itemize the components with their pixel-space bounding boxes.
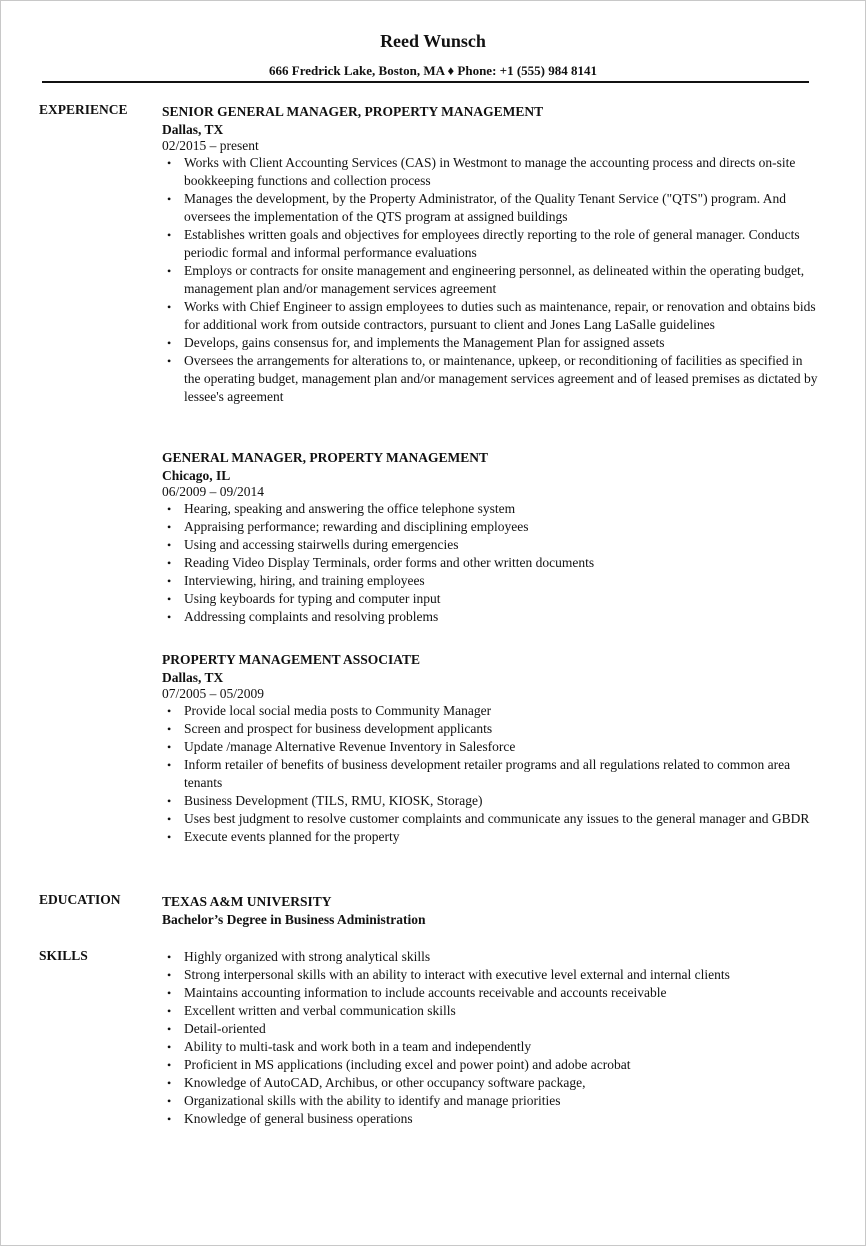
list-item: • Highly organized with strong analytical skills (167, 949, 431, 964)
list-item: • Update /manage Alternative Revenue Inventory in Salesforce (167, 739, 516, 754)
list-item: • Inform retailer of benefits of business development retailer programs and all regulations related to common area tenants (167, 757, 791, 790)
list-item: • Maintains accounting information to include accounts receivable and accounts receivable (167, 985, 667, 1000)
education-heading: EDUCATION (39, 892, 121, 907)
bullet-icon: • (167, 830, 172, 844)
bullet-icon: • (167, 556, 172, 570)
list-item: • Oversees the arrangements for alterations to, or maintenance, upkeep, or reconditioning of facilities as specified in the operating budget, management plan and/or management services agreement and of leased premises as dictated by lessee's agreement (167, 353, 818, 404)
job-location: Dallas, TX (162, 670, 224, 685)
bullet-icon: • (167, 1076, 172, 1090)
list-item: • Employs or contracts for onsite management and engineering personnel, as delineated within the operating budget, management plan and/or management services agreement (167, 263, 805, 296)
bullet-icon: • (167, 740, 172, 754)
skills-entry (162, 948, 822, 1128)
bullet-icon: • (167, 704, 172, 718)
list-item: • Reading Video Display Terminals, order forms and other written documents (167, 555, 595, 570)
job-entry (162, 651, 822, 846)
bullet-icon: • (167, 574, 172, 588)
list-item: • Execute events planned for the property (167, 829, 400, 844)
education-entry (162, 893, 822, 928)
bullet-icon: • (167, 354, 172, 368)
list-item: • Ability to multi-task and work both in a team and independently (167, 1039, 532, 1054)
bullet-icon: • (167, 758, 172, 772)
list-item: • Manages the development, by the Property Administrator, of the Quality Tenant Service ("QTS") program. And oversees the implementation of the QTS program at assigned buildings (167, 191, 787, 224)
candidate-name: Reed Wunsch (380, 31, 486, 51)
list-item: • Hearing, speaking and answering the office telephone system (167, 501, 516, 516)
bullet-icon: • (167, 520, 172, 534)
bullet-icon: • (167, 794, 172, 808)
list-item: • Establishes written goals and objectives for employees directly reporting to the role of general manager. Conducts periodic formal and informal performance evaluations (167, 227, 800, 260)
header-divider (42, 81, 809, 83)
list-item: • Detail-oriented (167, 1021, 266, 1036)
school-name: TEXAS A&M UNIVERSITY (162, 894, 332, 909)
list-item: • Excellent written and verbal communication skills (167, 1003, 456, 1018)
bullet-icon: • (167, 986, 172, 1000)
skills-list (162, 948, 822, 1128)
job-title: GENERAL MANAGER, PROPERTY MANAGEMENT (162, 450, 489, 465)
list-item: • Knowledge of general business operations (167, 1111, 413, 1126)
list-item: • Works with Client Accounting Services (CAS) in Westmont to manage the accounting process and directs on-site bookkeeping functions and collection process (167, 155, 796, 188)
job-entry (162, 103, 822, 406)
bullet-icon: • (167, 538, 172, 552)
bullet-icon: • (167, 812, 172, 826)
bullet-icon: • (167, 950, 172, 964)
list-item: • Provide local social media posts to Community Manager (167, 703, 492, 718)
list-item: • Knowledge of AutoCAD, Archibus, or other occupancy software package, (167, 1075, 586, 1090)
bullet-icon: • (167, 722, 172, 736)
list-item: • Appraising performance; rewarding and disciplining employees (167, 519, 529, 534)
degree: Bachelor’s Degree in Business Administration (162, 912, 426, 927)
list-item: • Using and accessing stairwells during emergencies (167, 537, 459, 552)
bullet-icon: • (167, 968, 172, 982)
job-entry (162, 449, 822, 626)
list-item: • Works with Chief Engineer to assign employees to duties such as maintenance, repair, or renovation and obtains bids for additional work from outside contractors, pursuant to client and Jones Lang LaSalle guidelines (167, 299, 816, 332)
list-item: • Using keyboards for typing and computer input (167, 591, 441, 606)
job-title: SENIOR GENERAL MANAGER, PROPERTY MANAGEMENT (162, 104, 544, 119)
bullet-icon: • (167, 1112, 172, 1126)
job-dates: 07/2005 – 05/2009 (162, 686, 265, 701)
job-title: PROPERTY MANAGEMENT ASSOCIATE (162, 652, 421, 667)
bullet-icon: • (167, 592, 172, 606)
bullet-icon: • (167, 610, 172, 624)
bullet-icon: • (167, 1004, 172, 1018)
bullet-icon: • (167, 1022, 172, 1036)
skills-heading: SKILLS (39, 948, 88, 963)
job-location: Chicago, IL (162, 468, 231, 483)
list-item: • Uses best judgment to resolve customer complaints and communicate any issues to the general manager and GBDR (167, 811, 810, 826)
job-duties-list (162, 500, 822, 626)
contact-line: 666 Fredrick Lake, Boston, MA ♦ Phone: +1 (555) 984 8141 (269, 63, 597, 78)
list-item: • Screen and prospect for business development applicants (167, 721, 493, 736)
bullet-icon: • (167, 156, 172, 170)
bullet-icon: • (167, 502, 172, 516)
list-item: • Interviewing, hiring, and training employees (167, 573, 425, 588)
list-item: • Business Development (TILS, RMU, KIOSK, Storage) (167, 793, 483, 808)
job-location: Dallas, TX (162, 122, 224, 137)
job-dates: 02/2015 – present (162, 138, 259, 153)
bullet-icon: • (167, 264, 172, 278)
bullet-icon: • (167, 1094, 172, 1108)
bullet-icon: • (167, 192, 172, 206)
job-duties-list (162, 154, 822, 406)
bullet-icon: • (167, 1058, 172, 1072)
list-item: • Proficient in MS applications (including excel and power point) and adobe acrobat (167, 1057, 631, 1072)
bullet-icon: • (167, 336, 172, 350)
list-item: • Addressing complaints and resolving problems (167, 609, 439, 624)
bullet-icon: • (167, 228, 172, 242)
bullet-icon: • (167, 300, 172, 314)
list-item: • Develops, gains consensus for, and implements the Management Plan for assigned assets (167, 335, 665, 350)
job-dates: 06/2009 – 09/2014 (162, 484, 265, 499)
list-item: • Strong interpersonal skills with an ability to interact with executive level external and internal clients (167, 967, 730, 982)
list-item: • Organizational skills with the ability to identify and manage priorities (167, 1093, 561, 1108)
experience-heading: EXPERIENCE (39, 102, 128, 117)
bullet-icon: • (167, 1040, 172, 1054)
job-duties-list (162, 702, 822, 846)
